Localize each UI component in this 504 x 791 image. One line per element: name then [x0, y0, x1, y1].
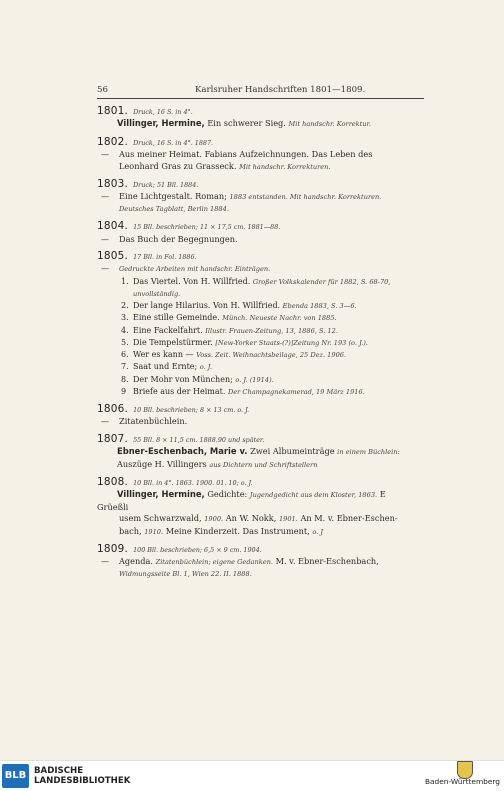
list-item: 3. Eine stille Gemeinde. Münch. Neueste Nachr. von 1885.	[121, 313, 337, 323]
list-item: 1. Das Viertel. Von H. Willfried. Großer Volkskalender für 1882, S. 68-70,	[121, 276, 391, 286]
entry-meta: 100 Bll. beschrieben; 6,5 × 9 cm. 1904.	[133, 545, 262, 554]
library-footer	[0, 760, 504, 791]
entry-note: 1883 entstanden. Mit handschr. Korrekturen.	[229, 193, 382, 202]
entry-number: 1809.	[97, 542, 129, 555]
list-item: 8. Der Mohr von München; o. J. (1914).	[121, 374, 274, 384]
entry-number: 1807.	[97, 432, 129, 445]
entry-number: 1804.	[97, 220, 129, 233]
entry-1807: 1807. 55 Bll. 8 × 11,5 cm. 1888.90 und später. Ebner-Eschenbach, Marie v. Zwei Albumeinträge in einem Büchlein: Auszüge H. Villingers aus Dichtern und Schriftstellern	[97, 432, 400, 469]
entry-note: Gedruckte Arbeiten mit handschr. Einträgen.	[119, 265, 271, 274]
entry-meta: Druck, 16 S. in 4°. 1887.	[133, 138, 214, 147]
partner-name: Baden-Württemberg	[424, 777, 500, 786]
entry-meta: 17 Bll. in Fol. 1886.	[133, 253, 197, 262]
author-name: Villinger, Hermine,	[117, 489, 205, 500]
entry-note: Widmungsseite Bl. 1, Wien 22. II. 1888.	[119, 569, 252, 578]
entry-note: Deutsches Tagblatt, Berlin 1884.	[119, 204, 229, 213]
entry-number: 1806.	[97, 402, 129, 415]
entry-meta: Druck; 51 Bll. 1884.	[133, 181, 199, 190]
entry-meta: 10 Bll. in 4°. 1863. 1900. 01. 10; o. J.	[133, 478, 253, 487]
catalog-entries	[97, 106, 419, 586]
author-name: Ebner-Eschenbach, Marie v.	[117, 446, 248, 457]
entry-1809: 1809. 100 Bll. beschrieben; 6,5 × 9 cm. 1904. — Agenda. Zitatenbüchlein; eigene Gedanken. M. v. Ebner-Eschenbach, Widmungsseite Bl. 1, Wien 22. II. 1888.	[97, 544, 419, 580]
header-rule	[97, 98, 424, 99]
list-item: 4. Eine Fackelfahrt. Illustr. Frauen-Zeitung, 13, 1886, S. 12.	[121, 325, 338, 335]
library-name: BADISCHE LANDESBIBLIOTHEK	[34, 766, 131, 786]
entry-text: — Zitatenbüchlein.	[97, 416, 419, 427]
entry-1803	[97, 179, 419, 215]
author-name: Villinger, Hermine,	[117, 118, 205, 129]
list-item: 6. Wer es kann — Voss. Zeit. Weihnachtsbeilage, 25 Dez. 1906.	[121, 350, 347, 360]
list-item-continuation: unvollständig.	[133, 290, 181, 299]
running-title: Karlsruher Handschriften 1801—1809.	[195, 85, 366, 95]
entry-number: 1802.	[97, 135, 129, 148]
page-number: 56	[97, 85, 108, 95]
entry-text: Leonhard Gras zu Grasseck.	[119, 160, 237, 171]
entry-meta: 15 Bll. beschrieben; 11 × 17,5 cm. 1881—88.	[133, 223, 281, 232]
entry-note: Mit handschr. Korrektur.	[288, 120, 372, 129]
list-item: 9 Briefe aus der Heimat. Der Champagnekamerad, 19 März 1916.	[121, 386, 365, 396]
entry-1802	[97, 137, 419, 173]
entry-1808: 1808. 10 Bll. in 4°. 1863. 1900. 01. 10; o. J. Villinger, Hermine, Gedichte: Jugendgedicht aus dem Kloster, 1863. E Grüeßli usem Schwarzwald, 1900. An W. Nokk, 1901. An M. v. Ebner-Eschen- bach, 1910. Meine Kinderzeit. Das Instrument, o. J	[97, 475, 398, 536]
entry-meta: Druck, 16 S. in 4°.	[133, 108, 193, 116]
list-item: 5. Die Tempelstürmer. [New-Yorker Staats-(?)]Zeitung Nr. 193 (o. J.).	[121, 337, 368, 347]
entry-meta: 10 Bll. beschrieben; 8 × 13 cm. o. J.	[133, 405, 250, 414]
entry-meta: 55 Bll. 8 × 11,5 cm. 1888.90 und später.	[133, 435, 265, 444]
entry-number: 1805.	[97, 250, 129, 263]
blb-logo[interactable]: BLB	[2, 764, 29, 788]
entry-text: Eine Lichtgestalt. Roman;	[119, 191, 227, 202]
entry-number: 1808.	[97, 475, 129, 488]
entry-1804	[97, 221, 419, 245]
list-item: 7. Saat und Ernte; o. J.	[121, 362, 213, 372]
entry-number: 1801.	[97, 105, 129, 117]
entry-note: Mit handschr. Korrekturen.	[239, 162, 331, 171]
entry-1801	[97, 106, 419, 131]
entry-number: 1803.	[97, 178, 129, 191]
entry-1806	[97, 404, 419, 428]
list-item: 2. Der lange Hilarius. Von H. Willfried. Ebenda 1883, S. 3—6.	[121, 301, 357, 311]
entry-1805	[97, 251, 419, 398]
work-title: Ein schwerer Sieg.	[207, 118, 286, 129]
entry-text: — Aus meiner Heimat. Fabians Aufzeichnungen. Das Leben des	[97, 149, 419, 160]
entry-text: — Das Buch der Begegnungen.	[97, 234, 419, 245]
